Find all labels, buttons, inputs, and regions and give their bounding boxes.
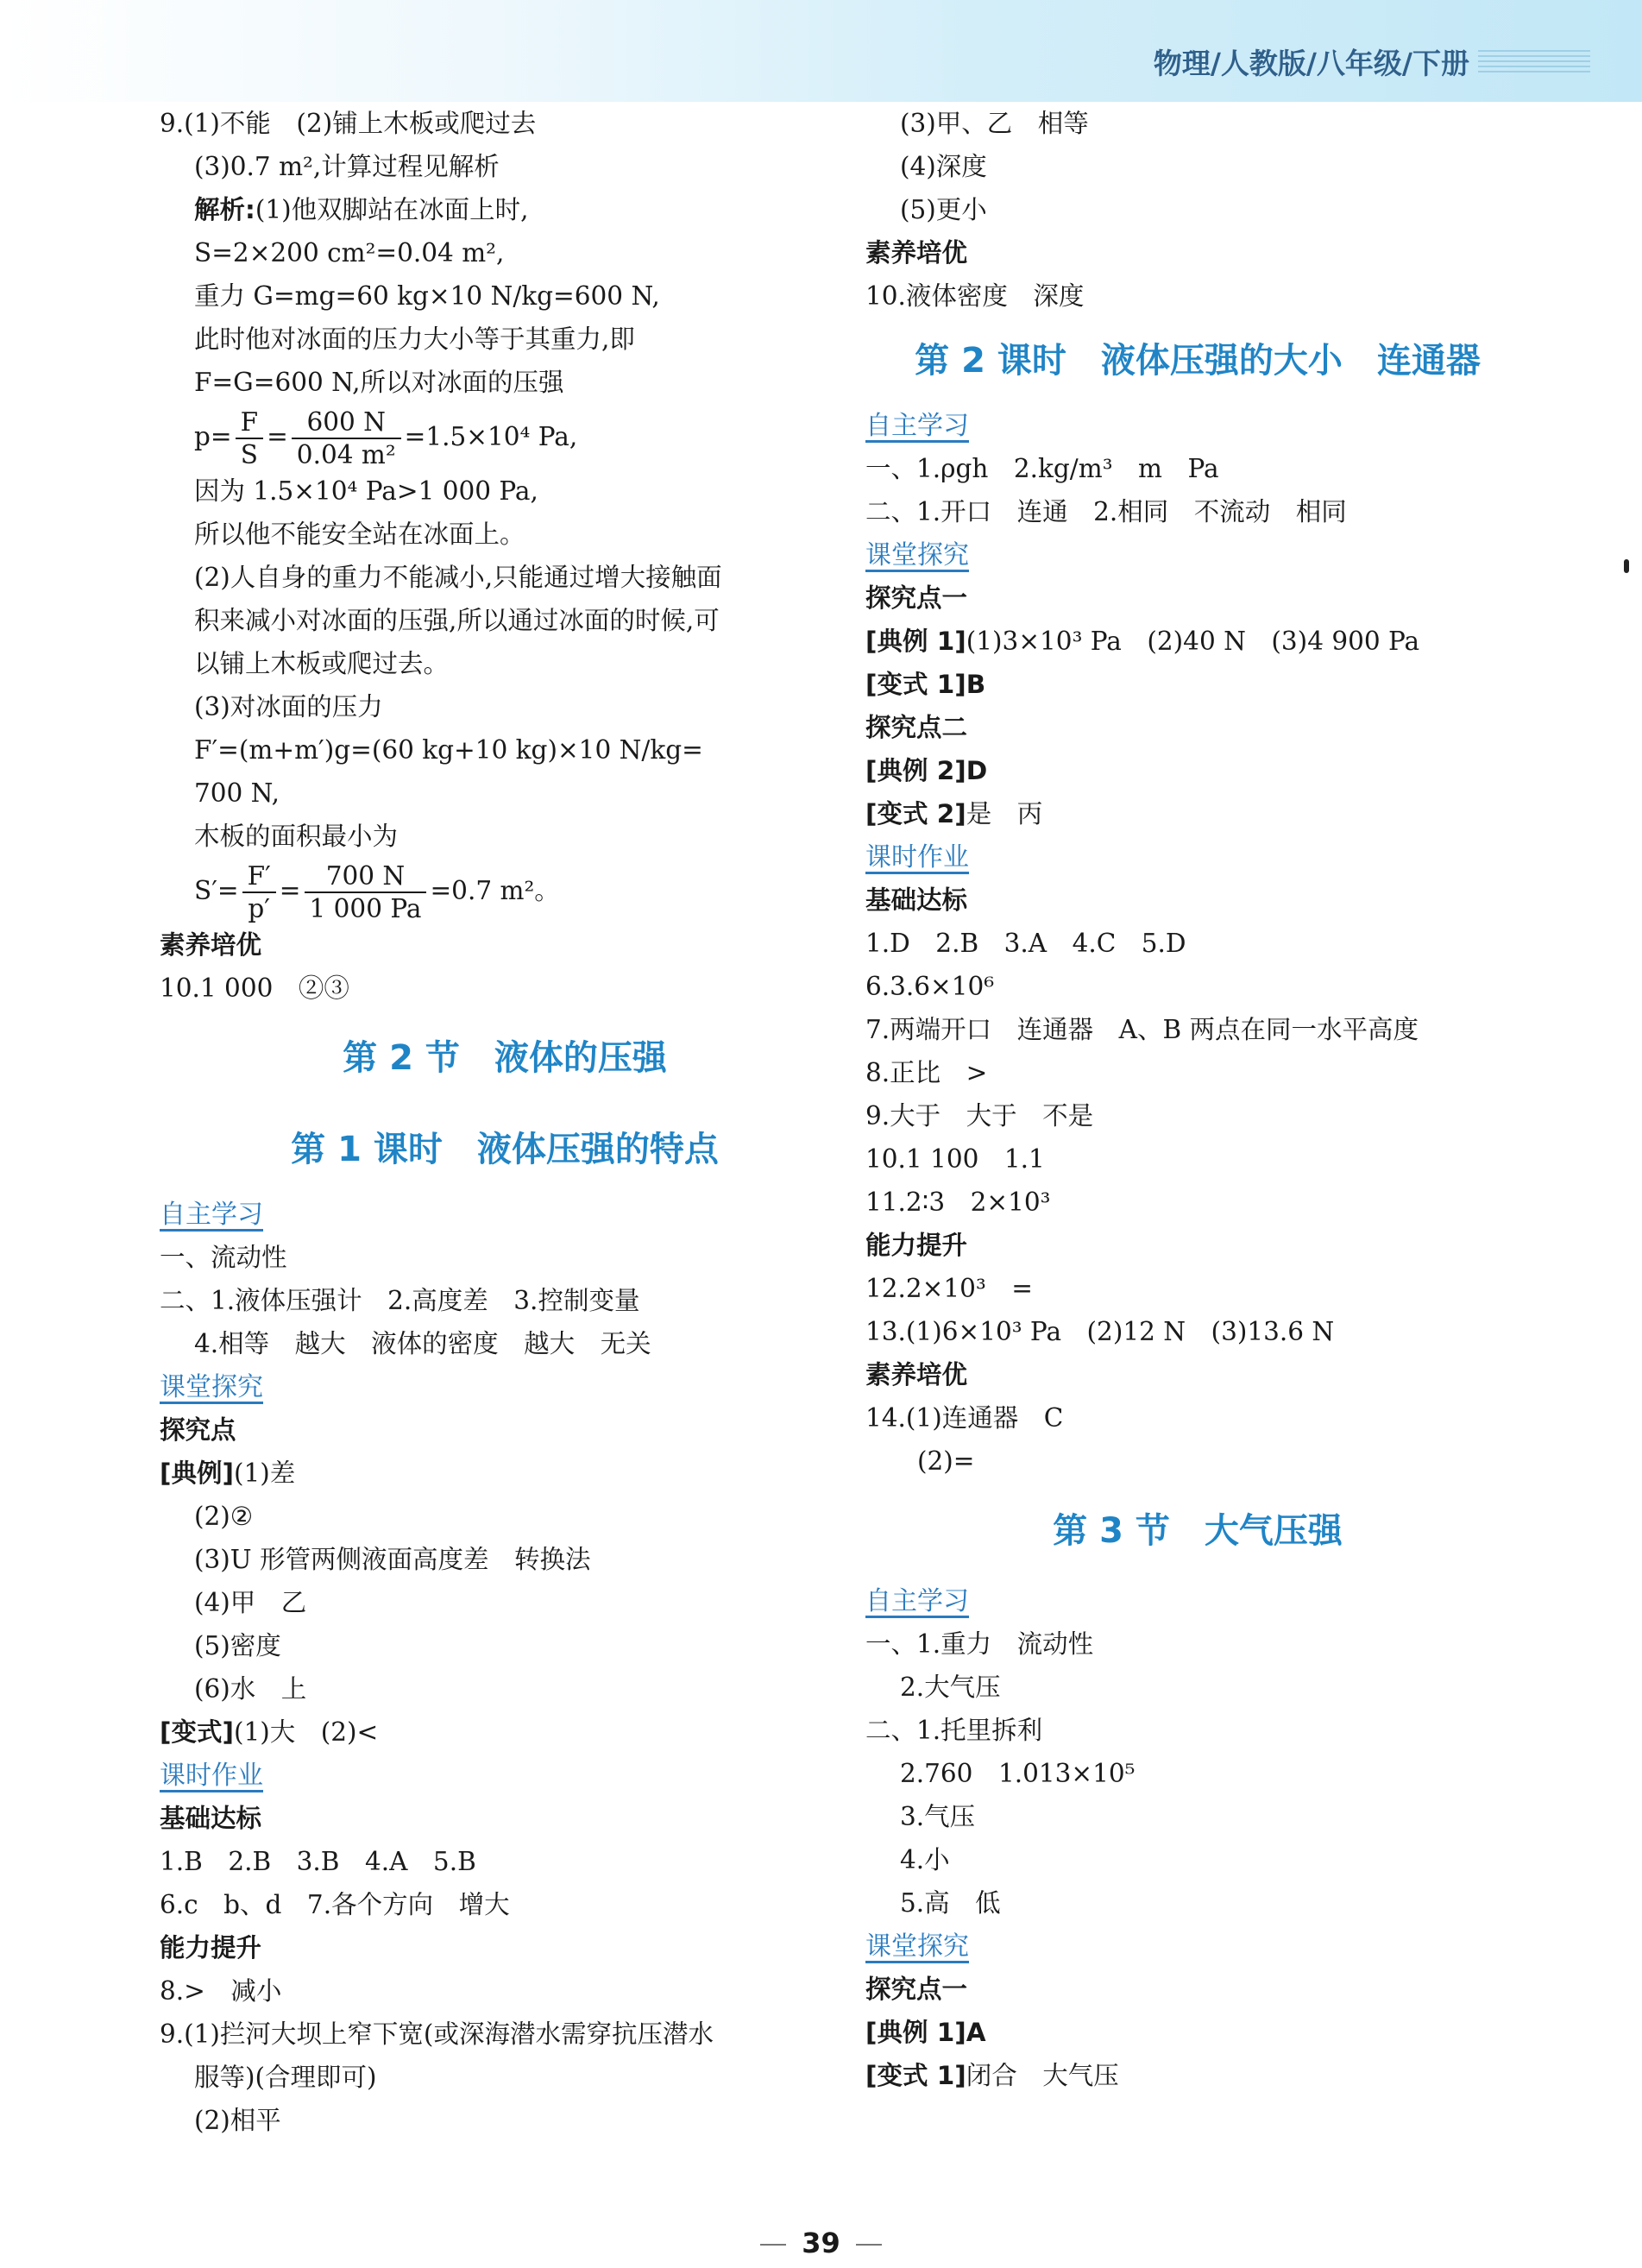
variant-text: (1)大 (2)< <box>233 1717 379 1747</box>
analysis-line <box>160 188 850 231</box>
header-decoration <box>1478 50 1590 72</box>
answer-line: 14.(1)连通器 C <box>865 1403 1064 1433</box>
answer-line: (2)= <box>917 1446 975 1476</box>
page-number-dash <box>760 2244 786 2246</box>
variant-line <box>865 663 1530 706</box>
answer-line: (5)密度 <box>194 1631 281 1660</box>
example-label: [典例 1] <box>865 627 966 656</box>
formula-part: S′= <box>194 876 239 905</box>
answer-line: 10.液体密度 深度 <box>865 281 1085 311</box>
answer-line: (3)甲、乙 相等 <box>900 109 1089 138</box>
category-label: 课堂探究 <box>865 540 969 570</box>
answer-line: 二、1.托里拆利 <box>865 1716 1043 1745</box>
answer-line: (2)② <box>194 1502 254 1531</box>
formula-part: =0.7 m²。 <box>430 876 560 905</box>
category-label: 自主学习 <box>865 411 969 441</box>
answer-line: S=2×200 cm²=0.04 m², <box>194 238 505 268</box>
variant-text: 闭合 大气压 <box>966 2061 1119 2090</box>
example-line <box>865 2011 1530 2054</box>
fraction <box>242 860 276 924</box>
header-title: 物理/人教版/八年级/下册 <box>1153 47 1469 80</box>
example-label: [典例] <box>160 1458 234 1488</box>
category-label: 课堂探究 <box>865 1931 969 1962</box>
answer-line: 9.大于 大于 不是 <box>865 1101 1094 1131</box>
left-column <box>160 102 850 2142</box>
example-line <box>160 1452 850 1495</box>
answer-line: 13.(1)6×10³ Pa (2)12 N (3)13.6 N <box>865 1317 1335 1346</box>
answer-line: 9.(1)拦河大坝上窄下宽(或深海潜水需穿抗压潜水 <box>160 2019 714 2049</box>
section-title: 第 2 节 液体的压强 <box>343 1038 667 1078</box>
answer-line: 4.相等 越大 液体的密度 越大 无关 <box>194 1329 651 1358</box>
answer-line: (2)相平 <box>194 2106 281 2135</box>
answer-line: 一、流动性 <box>160 1243 287 1272</box>
example-line <box>865 620 1530 663</box>
right-column <box>865 102 1530 2097</box>
subheading: 基础达标 <box>865 885 968 915</box>
subheading: 能力提升 <box>865 1231 968 1260</box>
answer-line: 6.c b、d 7.各个方向 增大 <box>160 1890 510 1919</box>
variant-line <box>865 792 1530 835</box>
answer-line: 1.D 2.B 3.A 4.C 5.D <box>865 929 1186 958</box>
answer-line: 此时他对冰面的压力大小等于其重力,即 <box>194 324 635 354</box>
variant-line <box>160 1710 850 1754</box>
fraction <box>305 860 427 924</box>
fraction <box>292 406 401 470</box>
answer-line: 二、1.开口 连通 2.相同 不流动 相同 <box>865 497 1347 526</box>
variant-text: 是 丙 <box>966 799 1043 828</box>
answer-line: 因为 1.5×10⁴ Pa>1 000 Pa, <box>194 476 538 506</box>
formula-part: p= <box>194 422 232 451</box>
fraction <box>236 406 263 470</box>
example-text: (1)3×10³ Pa (2)40 N (3)4 900 Pa <box>966 627 1420 656</box>
answer-line: 8.> 减小 <box>160 1976 282 2006</box>
subheading: 探究点二 <box>865 713 968 742</box>
answer-line: 12.2×10³ = <box>865 1274 1033 1303</box>
answer-line: 服等)(合理即可) <box>194 2063 377 2092</box>
analysis-text: (1)他双脚站在冰面上时, <box>255 195 529 224</box>
answer-line: 700 N, <box>194 778 280 808</box>
fraction-denominator: p′ <box>248 894 270 923</box>
fraction-numerator: 600 N <box>292 406 401 439</box>
analysis-label: 解析: <box>194 195 255 224</box>
subheading: 探究点 <box>160 1415 236 1445</box>
variant-label: [变式 2] <box>865 799 966 828</box>
page-number-value: 39 <box>802 2227 840 2259</box>
answer-line: 3.气压 <box>900 1802 976 1831</box>
fraction-denominator: 1 000 Pa <box>309 894 422 923</box>
fraction-numerator: F <box>236 406 263 439</box>
category-label: 课时作业 <box>865 842 969 873</box>
subheading: 探究点一 <box>865 1975 968 2004</box>
example-label: [典例 1] <box>865 2018 966 2047</box>
answer-line: (3)U 形管两侧液面高度差 转换法 <box>194 1545 591 1574</box>
formula-line <box>160 404 850 469</box>
lesson-title: 第 1 课时 液体压强的特点 <box>291 1130 719 1169</box>
variant-label: [变式 1] <box>865 2061 966 2090</box>
answer-line: 10.1 000 ②③ <box>160 973 349 1003</box>
subheading: 探究点一 <box>865 583 968 613</box>
answer-line: (5)更小 <box>900 195 987 224</box>
answer-line: 9.(1)不能 (2)铺上木板或爬过去 <box>160 109 537 138</box>
subheading: 能力提升 <box>160 1933 262 1962</box>
answer-line: 一、1.重力 流动性 <box>865 1629 1094 1659</box>
fraction-denominator: 0.04 m² <box>296 440 396 469</box>
example-text: D <box>966 756 988 785</box>
variant-text: B <box>966 670 986 699</box>
answer-line: 2.760 1.013×10⁵ <box>900 1759 1136 1788</box>
section-title: 第 3 节 大气压强 <box>1053 1511 1343 1551</box>
category-label: 课堂探究 <box>160 1372 263 1402</box>
answer-line: 4.小 <box>900 1845 950 1874</box>
answer-line: 7.两端开口 连通器 A、B 两点在同一水平高度 <box>865 1015 1419 1044</box>
answer-line: F′=(m+m′)g=(60 kg+10 kg)×10 N/kg= <box>194 735 703 765</box>
variant-label: [变式] <box>160 1717 234 1747</box>
subheading: 基础达标 <box>160 1804 262 1833</box>
category-label: 自主学习 <box>160 1200 263 1230</box>
subheading: 素养培优 <box>865 1360 968 1389</box>
answer-line: F=G=600 N,所以对冰面的压强 <box>194 368 564 397</box>
example-text: (1)差 <box>233 1458 296 1488</box>
example-label: [典例 2] <box>865 756 966 785</box>
answer-line: (4)甲 乙 <box>194 1588 307 1617</box>
formula-line <box>160 858 850 923</box>
answer-line: (6)水 上 <box>194 1674 307 1704</box>
page-number-dash <box>856 2244 882 2246</box>
answer-line: 6.3.6×10⁶ <box>865 972 995 1001</box>
variant-line <box>865 2054 1530 2097</box>
answer-line: (3)对冰面的压力 <box>194 692 383 721</box>
fraction-numerator: 700 N <box>305 860 427 893</box>
formula-part: = <box>279 876 301 905</box>
margin-mark <box>1624 559 1629 573</box>
example-text: A <box>966 2018 986 2047</box>
answer-line: 重力 G=mg=60 kg×10 N/kg=600 N, <box>194 281 660 311</box>
answer-line: 1.B 2.B 3.B 4.A 5.B <box>160 1847 476 1876</box>
answer-line: 2.大气压 <box>900 1673 1001 1702</box>
formula-part: =1.5×10⁴ Pa, <box>404 422 578 451</box>
subheading: 素养培优 <box>160 930 262 960</box>
answer-line: 以铺上木板或爬过去。 <box>194 649 450 678</box>
category-label: 课时作业 <box>160 1761 263 1791</box>
fraction-denominator: S <box>240 440 258 469</box>
answer-line: (2)人自身的重力不能减小,只能通过增大接触面 <box>194 563 722 592</box>
answer-line: 5.高 低 <box>900 1888 1001 1918</box>
answer-line: (3)0.7 m²,计算过程见解析 <box>194 152 500 181</box>
subheading: 素养培优 <box>865 238 968 268</box>
answer-line: 积来减小对冰面的压强,所以通过冰面的时候,可 <box>194 606 720 635</box>
variant-label: [变式 1] <box>865 670 966 699</box>
category-label: 自主学习 <box>865 1586 969 1616</box>
answer-line: (4)深度 <box>900 152 987 181</box>
lesson-title: 第 2 课时 液体压强的大小 连通器 <box>915 341 1481 381</box>
answer-line: 所以他不能安全站在冰面上。 <box>194 520 525 549</box>
answer-line: 二、1.液体压强计 2.高度差 3.控制变量 <box>160 1286 640 1315</box>
answer-line: 木板的面积最小为 <box>194 822 399 851</box>
fraction-numerator: F′ <box>242 860 276 893</box>
formula-part: = <box>267 422 288 451</box>
answer-line: 一、1.ρgh 2.kg/m³ m Pa <box>865 454 1219 483</box>
answer-line: 11.2∶3 2×10³ <box>865 1188 1051 1217</box>
example-line <box>865 749 1530 792</box>
answer-line: 8.正比 > <box>865 1058 988 1087</box>
page-number <box>0 2227 1642 2259</box>
answer-line: 10.1 100 1.1 <box>865 1144 1045 1174</box>
